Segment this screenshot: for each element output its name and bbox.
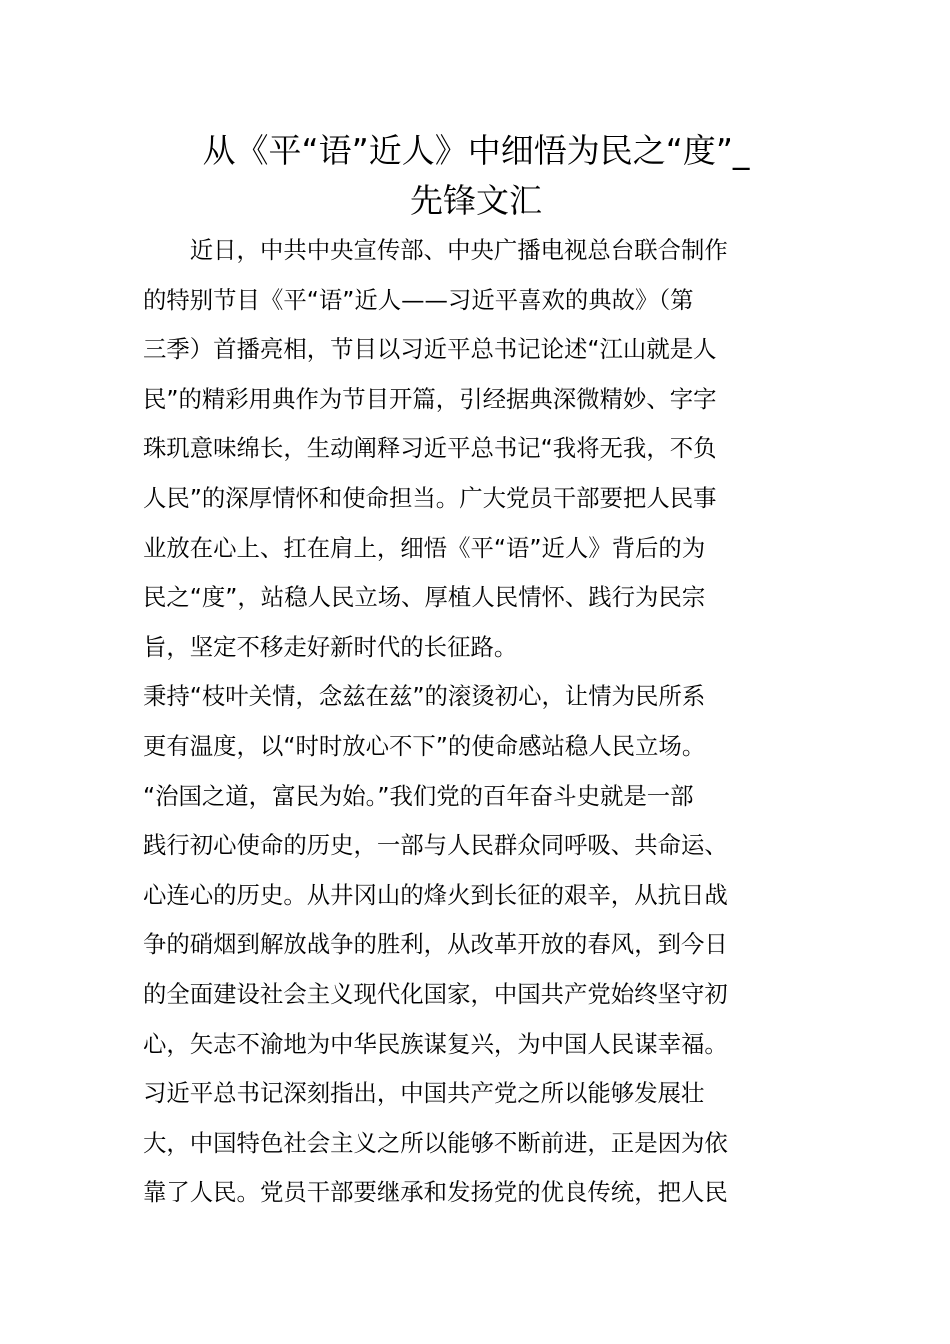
text-line: “治国之道，富民为始。”我们党的百年奋斗史就是一部 [143,781,694,810]
page-title [140,126,812,226]
text-line: 秉持“枝叶关情，念兹在兹”的滚烫初心，让情为民所系 [143,682,706,711]
text-line: 心，矢志不渝地为中华民族谋复兴，为中国人民谋幸福。 [143,1029,728,1058]
title-line: 从《平“语”近人》中细悟为民之“度”_ [202,131,750,170]
text-line: 旨，坚定不移走好新时代的长征路。 [143,632,518,661]
paragraph [143,226,810,672]
text-line: 珠玑意味绵长，生动阐释习近平总书记“我将无我，不负 [143,434,717,463]
article-body [143,226,810,1218]
text-line: 近日，中共中央宣传部、中央广播电视总台联合制作 [143,236,728,264]
text-line: 的全面建设社会主义现代化国家，中国共产党始终坚守初 [143,979,728,1008]
title-line: 先锋文汇 [410,181,542,220]
text-line: 靠了人民。党员干部要继承和发扬党的优良传统，把人民 [143,1178,728,1207]
text-line: 三季）首播亮相，节目以习近平总书记论述“江山就是人 [143,335,717,364]
text-line: 的特别节目《平“语”近人——习近平喜欢的典故》（第 [143,285,694,314]
text-line: 人民”的深厚情怀和使命担当。广大党员干部要把人民事 [143,483,717,512]
text-line: 民”的精彩用典作为节目开篇，引经据典深微精妙、字字 [143,384,717,413]
paragraph [143,672,810,1218]
text-line: 践行初心使命的历史，一部与人民群众同呼吸、共命运、 [143,831,728,860]
text-line: 心连心的历史。从井冈山的烽火到长征的艰辛，从抗日战 [143,880,728,909]
text-line: 争的硝烟到解放战争的胜利，从改革开放的春风，到今日 [143,930,728,959]
text-line: 业放在心上、扛在肩上，细悟《平“语”近人》背后的为 [143,533,706,562]
text-line: 大，中国特色社会主义之所以能够不断前进，正是因为依 [143,1128,728,1157]
text-line: 习近平总书记深刻指出，中国共产党之所以能够发展壮 [143,1079,705,1108]
text-line: 民之“度”，站稳人民立场、厚植人民情怀、践行为民宗 [143,583,706,612]
text-line: 更有温度，以“时时放心不下”的使命感站稳人民立场。 [143,731,706,760]
